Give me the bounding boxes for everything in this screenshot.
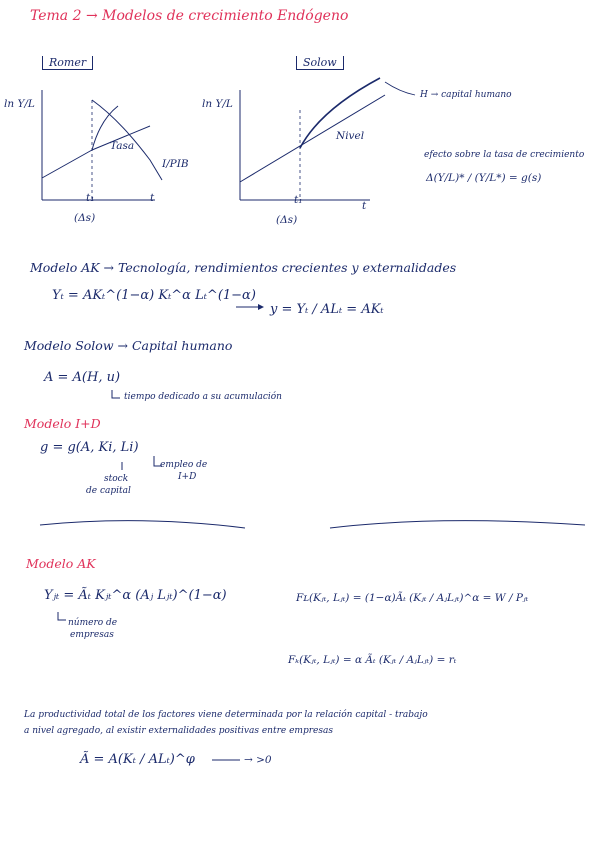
romer-line-before [42,150,92,178]
solow-model-eq: A = A(H, u) [44,370,121,385]
ak2-eq-fl: Fʟ(Kⱼₜ, Lⱼₜ) = (1−α)Ãₜ (Kⱼₜ / AⱼLⱼₜ)^α = W / Pⱼₜ [296,592,529,604]
solow-label: Solow [303,56,337,69]
conclusion-line1: La productividad total de los factores viene determinada por la relación capital - trabajo [24,710,428,720]
solow-model-note: tiempo dedicado a su acumulación [124,392,282,402]
romer-x-end: t [150,192,155,204]
solow-ylabel: ln Y/L [202,98,233,110]
ak2-heading: Modelo AK [26,556,96,571]
id-note-id: I+D [178,472,197,482]
romer-label: Romer [49,56,87,69]
ak-eq-percapita: y = Yₜ / ALₜ = AKₜ [270,302,384,317]
ak-arrow [236,304,264,310]
empresas-pointer [58,612,66,620]
romer-shock: (Δs) [74,212,96,224]
romer-ylabel: ln Y/L [4,98,35,110]
solow-shock: (Δs) [276,214,298,226]
id-eq: g = g(A, Ki, Li) [40,440,139,455]
conclusion-arrow: → >0 [244,754,272,766]
solow-model-heading: Modelo Solow → Capital humano [24,338,233,353]
ak-eq-production: Yₜ = AKₜ^(1−α) Kₜ^α Lₜ^(1−α) [52,288,256,303]
romer-t1: t₁ [86,192,95,204]
id-note-empleo: empleo de [160,460,208,470]
solow-box [296,56,344,70]
conclusion-eq: Ã = A(Kₜ / ALₜ)^φ [80,752,195,767]
conclusion-line2: a nivel agregado, al existir externalidades positivas entre empresas [24,726,333,736]
divider-left [40,521,245,528]
ak2-eq-output: Yⱼₜ = Ãₜ Kⱼₜ^α (Aⱼ Lⱼₜ)^(1−α) [44,588,227,603]
solow-x-end: t [362,200,367,212]
page-title: Tema 2 → Modelos de crecimiento Endógeno [30,8,349,24]
solow-graph [240,78,415,200]
ak2-note-numero: número de [68,618,118,628]
solow-t1: t₁ [294,194,303,206]
romer-graph [42,90,162,200]
id-note-stock: stock [104,474,129,484]
id-heading: Modelo I+D [24,416,101,431]
solow-curve-label: Nivel [336,130,365,142]
romer-curve-label: Tasa [110,140,135,152]
romer-ratio-label: I/PIB [162,158,189,170]
id-note-capital: de capital [86,486,131,496]
ak2-eq-fk: Fₖ(Kⱼₜ, Lⱼₜ) = α Ãₜ (Kⱼₜ / AⱼLⱼₜ) = rₜ [288,654,457,666]
human-capital-note: H → capital humano [420,90,512,100]
divider-right [330,521,585,528]
solow-h-pointer [385,82,415,95]
efecto-formula: Δ(Y/L)* / (Y/L*) = g(s) [426,172,542,184]
tiempo-pointer [112,390,120,398]
efecto-note: efecto sobre la tasa de crecimiento [424,150,585,160]
ak2-note-empresas: empresas [70,630,114,640]
ak-heading: Modelo AK → Tecnología, rendimientos crecientes y externalidades [30,260,457,275]
